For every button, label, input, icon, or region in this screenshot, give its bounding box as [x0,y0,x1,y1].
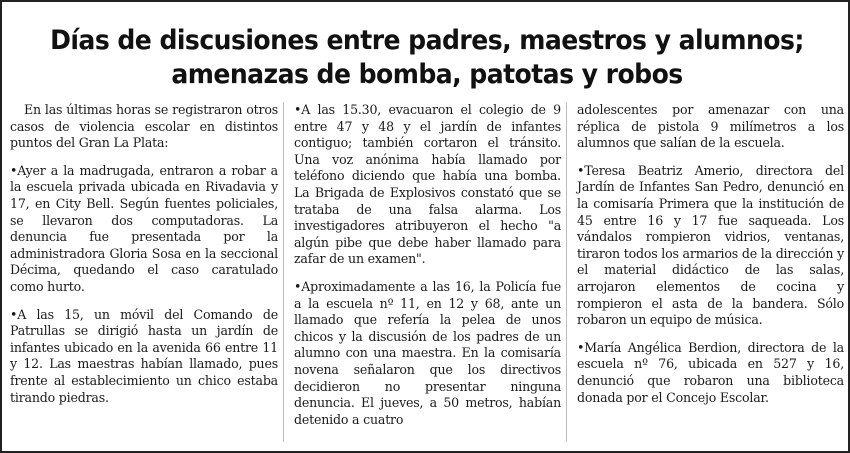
column-1 [10,102,278,442]
column-3 [566,102,844,442]
paragraph-city-bell: • Ayer a la madrugada, entraron a robar a la escuela privada ubicada en Rivadavia y 17, en City Bell. Según fuentes policiales, se llevaron dos computadoras. La denuncia fue presentada por la administradora Gloria Sosa en la seccional Décima, quedando el caso caratulado como hurto. [10,163,278,296]
column-2 [283,102,561,442]
paragraph-jardin-66: • A las 15, un móvil del Comando de Patrullas se dirigió hasta un jardín de infantes ubicado en la avenida 66 entre 11 y 12. Las maestras habían llamado, pues frente al establecimiento un chico estaba tirando piedras. [10,307,278,407]
paragraph-continuation: adolescentes por amenazar con una réplica de pistola 9 milímetros a los alumnos que salían de la escuela. [577,102,844,151]
headline-line-1: Días de discusiones entre padres, maestros y alumnos; [50,25,804,56]
paragraph-escuela-76: • María Angélica Berdion, directora de la escuela nº 76, ubicada en 527 y 16, denunció que robaron una biblioteca donada por el Concejo Escolar. [577,340,844,406]
paragraph-san-pedro: • Teresa Beatriz Amerio, directora del Jardín de Infantes San Pedro, denunció en la comisaría Primera que la institución de 45 entre 16 y 17 fue saqueada. Los vándalos rompieron vidrios, ventanas, tiraron todos los armarios de la dirección y el material didáctico de las salas, arrojaron elementos de cocina y rompieron el asta de la bandera. Sólo robaron un equipo de música. [577,163,844,329]
article-body [10,102,844,442]
paragraph-bomb-threat: • A las 15.30, evacuaron el colegio de 9 entre 47 y 48 y el jardín de infantes contiguo; también cortaron el tránsito. Una voz anónima había llamado por teléfono diciendo que había una bomba. La Brigada de Explosivos constató que se trataba de una falsa alarma. Los investigadores atribuyeron el hecho "a algún pibe que debe haber llamado para zafar de un examen". [294,102,561,268]
headline-line-2: amenazas de bomba, patotas y robos [171,59,683,90]
paragraph-escuela-11: • Aproximadamente a las 16, la Policía fue a la escuela nº 11, en 12 y 68, ante un llamado que refería la pelea de unos chicos y la discusión de los padres de un alumno con una maestra. En la comisaría novena señalaron que los directivos decidieron no presentar ninguna denuncia. El jueves, a 50 metros, habían detenido a cuatro [294,279,561,428]
headline [32,24,823,92]
paragraph-intro: En las últimas horas se registraron otros casos de violencia escolar en distintos puntos del Gran La Plata: [10,102,278,151]
